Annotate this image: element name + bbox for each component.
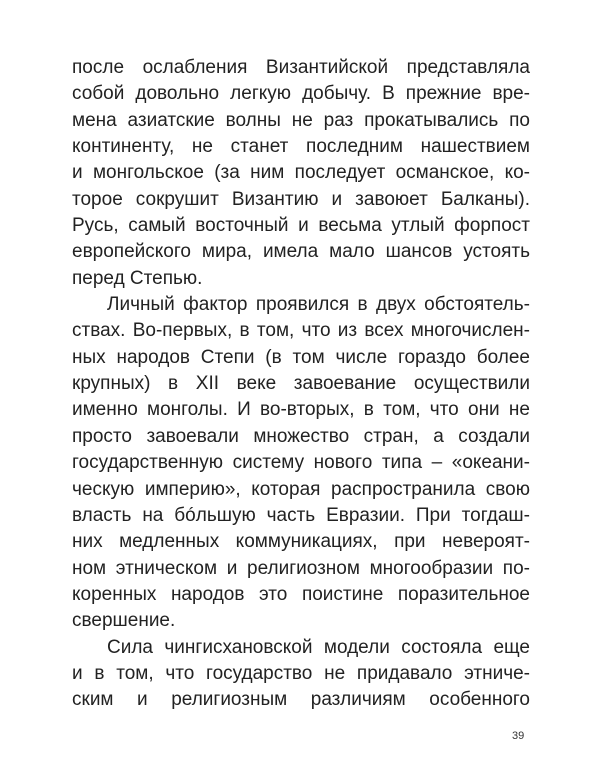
- text-line: и в том, что государство не придавало этниче-: [72, 662, 530, 684]
- text-line: торое сокрушит Византию и завоюет Балканы).: [72, 188, 530, 210]
- text-line: Сила чингисхановской модели состояла еще: [107, 636, 530, 658]
- page-number: 39: [512, 730, 525, 742]
- text-line: континенту, не станет последним нашествием: [72, 136, 530, 158]
- text-line: ским и религиозным различиям особенного: [72, 689, 530, 711]
- text-line: коренных народов это поистине поразительное: [72, 583, 530, 605]
- text-line: перед Степью.: [72, 267, 203, 289]
- text-line: свершение.: [72, 610, 176, 632]
- paragraph-1: [72, 55, 530, 292]
- text-line: государственную систему нового типа – «океани-: [72, 452, 530, 474]
- text-line: ных народов Степи (в том числе гораздо более: [72, 346, 530, 368]
- paragraph-3: [72, 635, 530, 714]
- paragraph-2: [72, 292, 530, 634]
- text-line: ствах. Во-первых, в том, что из всех многочислен-: [72, 320, 530, 342]
- text-line: европейского мира, имела мало шансов устоять: [72, 241, 530, 263]
- book-page-text: [72, 55, 530, 714]
- text-line: Русь, самый восточный и весьма утлый форпост: [72, 215, 530, 237]
- text-line: мена азиатские волны не раз прокатывались по: [72, 109, 530, 131]
- text-line: них медленных коммуникациях, при невероят-: [72, 531, 530, 553]
- text-line: после ослабления Византийской представляла: [72, 57, 530, 78]
- text-line: Личный фактор проявился в двух обстоятель-: [107, 294, 530, 316]
- text-line: ческую империю», которая распространила свою: [72, 478, 530, 500]
- text-line: власть на бóльшую часть Евразии. При тогдаш-: [72, 504, 530, 526]
- text-line: ном этническом и религиозном многообразии по-: [72, 557, 530, 579]
- text-line: именно монголы. И во-вторых, в том, что они не: [72, 399, 530, 421]
- text-line: просто завоевали множество стран, а создали: [72, 425, 530, 447]
- text-line: крупных) в XII веке завоевание осуществили: [72, 373, 530, 395]
- text-line: и монгольское (за ним последует османское, ко-: [72, 162, 530, 184]
- text-line: собой довольно легкую добычу. В прежние вре-: [72, 83, 530, 105]
